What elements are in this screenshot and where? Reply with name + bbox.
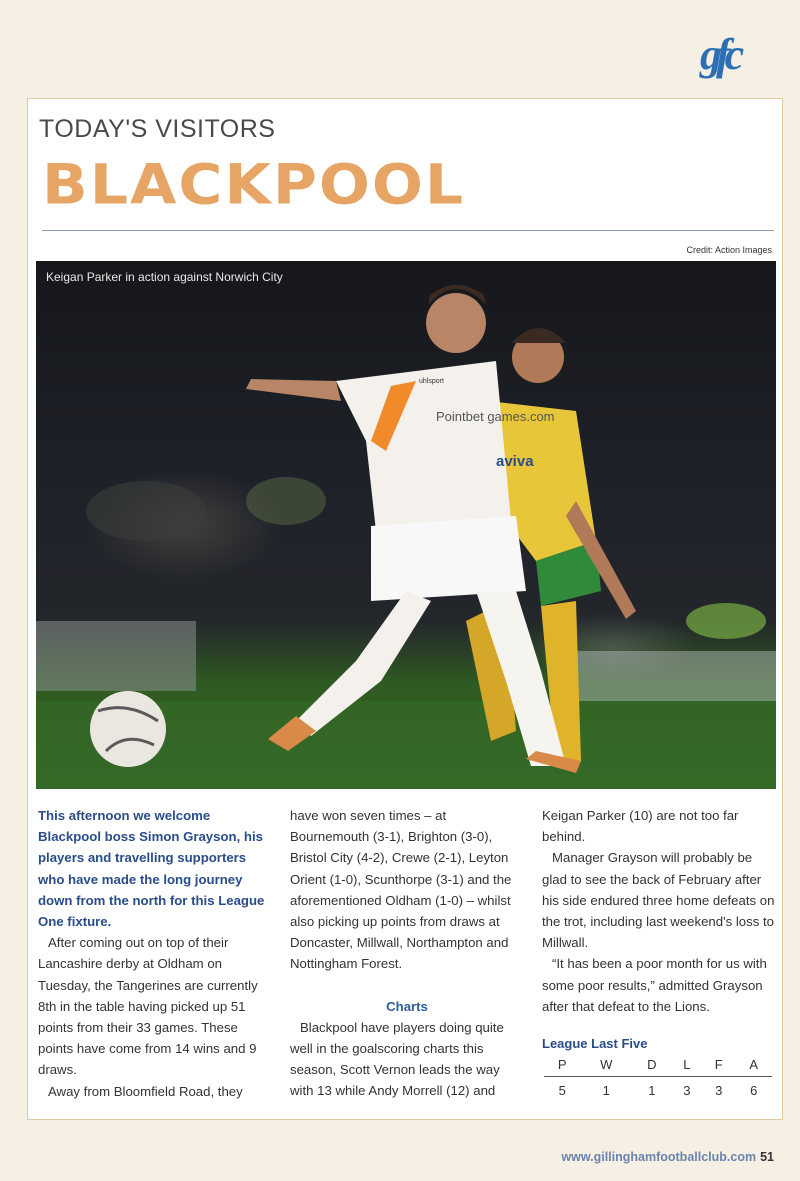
table-cell: 5	[558, 1083, 566, 1099]
club-logo: gfc	[700, 30, 739, 79]
paragraph: “It has been a poor month for us with some poor results,” admitted Grayson after that defeat to the Lions.	[542, 956, 767, 1014]
column-2	[290, 805, 524, 1102]
paragraph: After coming out on top of their Lancashire derby at Oldham on Tuesday, the Tangerines are currently 8th in the table having picked up 51 points from their 33 games. These points have come from 14 wins and 9 draws.	[38, 935, 258, 1078]
column-1	[38, 805, 268, 1102]
lead-paragraph: This afternoon we welcome Blackpool boss Simon Grayson, his players and travelling supporters who have made the long journey down from the north for this League One fixture.	[38, 808, 265, 930]
page-footer	[561, 1150, 774, 1164]
match-photo-illustration	[36, 261, 776, 789]
column-3	[542, 805, 776, 1104]
paragraph: Manager Grayson will probably be glad to see the back of February after his side endured three home defeats on the trot, including last weekend's loss to Millwall.	[542, 850, 775, 951]
table-cell: 1	[648, 1083, 656, 1099]
table-header: W	[580, 1053, 632, 1077]
kit-brand: uhlsport	[419, 378, 444, 385]
paragraph: Blackpool have players doing quite well in the goalscoring charts this season, Scott Vernon leads the way with 13 while Andy Morrell (12) and	[290, 1019, 504, 1099]
photo-caption: Keigan Parker in action against Norwich City	[46, 270, 283, 284]
match-photo	[36, 261, 776, 789]
table-cell: 3	[715, 1083, 723, 1099]
table-header: D	[632, 1053, 672, 1077]
subheading: Charts	[386, 998, 428, 1014]
table-header: A	[736, 1053, 773, 1077]
kicker: TODAY'S VISITORS	[39, 115, 276, 143]
page-number: 51	[760, 1150, 774, 1164]
article-panel	[27, 98, 783, 1120]
paragraph: Keigan Parker (10) are not too far behind.	[542, 808, 739, 845]
footer-url[interactable]: www.gillinghamfootballclub.com	[561, 1150, 757, 1164]
away-shirt-sponsor: Pointbet games.com	[436, 409, 555, 424]
page-title: BLACKPOOL	[42, 153, 466, 218]
league-last-five-table	[544, 1053, 772, 1104]
table-header: F	[702, 1053, 735, 1077]
home-shirt-sponsor: aviva	[496, 453, 534, 470]
table-header: L	[672, 1053, 702, 1077]
table-cell: 1	[602, 1083, 610, 1099]
table-cell: 6	[750, 1083, 758, 1099]
divider	[42, 230, 774, 231]
paragraph: Away from Bloomfield Road, they	[48, 1083, 243, 1099]
table-header: P	[544, 1053, 580, 1077]
paragraph: have won seven times – at Bournemouth (3-1), Brighton (3-0), Bristol City (4-2), Crewe (2-1), Leyton Orient (1-0), Scunthorpe (3-1) and the aforementioned Oldham (1-0) – whilst also picking up points from draws at Doncaster, Millwall, Northampton and Nottingham Forest.	[290, 808, 512, 972]
league-last-five-title: League Last Five	[542, 1036, 648, 1052]
photo-credit: Credit: Action Images	[686, 245, 772, 255]
table-cell: 3	[683, 1083, 691, 1099]
